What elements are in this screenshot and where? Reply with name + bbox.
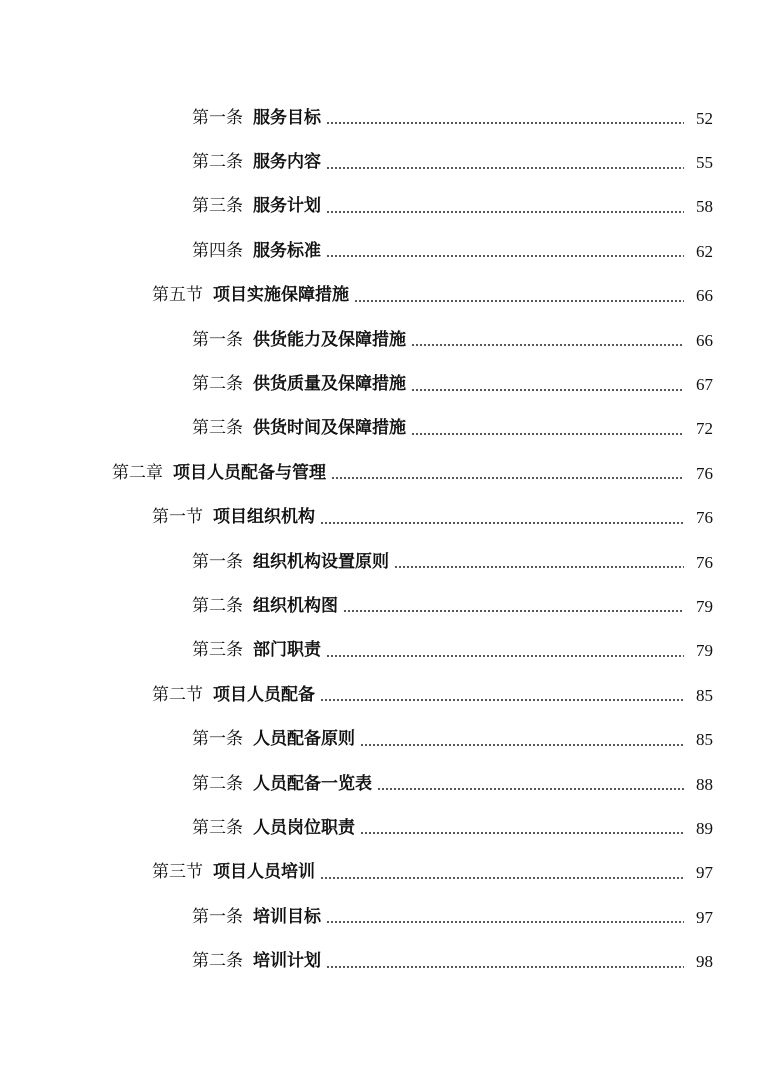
- toc-entry[interactable]: [0, 140, 761, 184]
- toc-entry-page-number: 76: [696, 552, 713, 572]
- toc-entry-number: 第二章: [112, 462, 163, 483]
- toc-dot-leader: [377, 788, 684, 790]
- toc-entry-number: 第一节: [152, 507, 203, 528]
- toc-entry-title: 培训目标: [253, 906, 321, 927]
- toc-entry-number: 第三条: [192, 196, 243, 217]
- toc-dot-leader: [343, 610, 684, 612]
- toc-dot-leader: [360, 832, 684, 834]
- toc-entry-page-number: 62: [696, 241, 713, 261]
- toc-entry-title: 项目人员配备与管理: [173, 462, 326, 483]
- toc-entry-page-number: 85: [696, 685, 713, 705]
- toc-entry-title: 培训计划: [253, 951, 321, 972]
- toc-dot-leader: [411, 433, 684, 435]
- toc-entry-number: 第三节: [152, 862, 203, 883]
- toc-dot-leader: [326, 255, 684, 257]
- toc-entry-number: 第一条: [192, 906, 243, 927]
- toc-entry-number: 第二条: [192, 951, 243, 972]
- toc-dot-leader: [354, 300, 684, 302]
- toc-entry-page-number: 58: [696, 197, 713, 217]
- toc-entry[interactable]: [0, 274, 761, 318]
- toc-entry-title: 人员配备原则: [253, 729, 355, 750]
- toc-entry-number: 第四条: [192, 240, 243, 261]
- toc-entry-page-number: 66: [696, 286, 713, 306]
- toc-dot-leader: [411, 389, 684, 391]
- toc-dot-leader: [360, 744, 684, 746]
- toc-dot-leader: [326, 655, 684, 657]
- toc-entry-number: 第三条: [192, 418, 243, 439]
- toc-entry-title: 组织机构设置原则: [253, 551, 389, 572]
- toc-entry-number: 第二节: [152, 684, 203, 705]
- toc-dot-leader: [394, 566, 684, 568]
- table-of-contents: [0, 96, 761, 984]
- toc-entry-title: 供货能力及保障措施: [253, 329, 406, 350]
- toc-entry-title: 项目人员配备: [213, 684, 315, 705]
- toc-entry[interactable]: [0, 229, 761, 273]
- toc-entry[interactable]: [0, 673, 761, 717]
- toc-entry-number: 第一条: [192, 729, 243, 750]
- toc-entry-page-number: 76: [696, 508, 713, 528]
- toc-entry-title: 供货质量及保障措施: [253, 374, 406, 395]
- toc-entry[interactable]: [0, 851, 761, 895]
- toc-entry-page-number: 97: [696, 907, 713, 927]
- toc-entry-number: 第二条: [192, 152, 243, 173]
- toc-dot-leader: [320, 522, 684, 524]
- toc-entry-title: 服务标准: [253, 240, 321, 261]
- toc-entry[interactable]: [0, 629, 761, 673]
- toc-entry[interactable]: [0, 939, 761, 983]
- toc-entry-title: 项目人员培训: [213, 862, 315, 883]
- toc-entry-title: 服务计划: [253, 196, 321, 217]
- toc-entry[interactable]: [0, 717, 761, 761]
- toc-entry-number: 第一条: [192, 551, 243, 572]
- toc-dot-leader: [326, 211, 684, 213]
- toc-entry-page-number: 52: [696, 108, 713, 128]
- toc-entry-number: 第一条: [192, 107, 243, 128]
- toc-entry-page-number: 88: [696, 774, 713, 794]
- toc-dot-leader: [411, 344, 684, 346]
- toc-entry[interactable]: [0, 318, 761, 362]
- toc-entry-number: 第二条: [192, 374, 243, 395]
- toc-entry-page-number: 55: [696, 153, 713, 173]
- toc-entry[interactable]: [0, 96, 761, 140]
- toc-entry[interactable]: [0, 762, 761, 806]
- toc-entry[interactable]: [0, 496, 761, 540]
- toc-entry-number: 第三条: [192, 640, 243, 661]
- toc-entry[interactable]: [0, 451, 761, 495]
- toc-entry[interactable]: [0, 362, 761, 406]
- toc-entry-title: 服务内容: [253, 152, 321, 173]
- toc-entry[interactable]: [0, 407, 761, 451]
- toc-dot-leader: [331, 477, 684, 479]
- toc-entry-title: 组织机构图: [253, 595, 338, 616]
- toc-entry-page-number: 89: [696, 818, 713, 838]
- toc-entry-page-number: 76: [696, 463, 713, 483]
- toc-entry-number: 第三条: [192, 817, 243, 838]
- toc-entry-number: 第五节: [152, 285, 203, 306]
- toc-dot-leader: [320, 877, 684, 879]
- toc-entry-title: 部门职责: [253, 640, 321, 661]
- toc-entry-title: 项目实施保障措施: [213, 285, 349, 306]
- toc-dot-leader: [326, 966, 684, 968]
- toc-entry-page-number: 79: [696, 596, 713, 616]
- toc-entry-page-number: 98: [696, 952, 713, 972]
- toc-dot-leader: [326, 167, 684, 169]
- toc-entry-page-number: 66: [696, 330, 713, 350]
- toc-entry-page-number: 79: [696, 641, 713, 661]
- toc-entry[interactable]: [0, 806, 761, 850]
- toc-entry-page-number: 67: [696, 375, 713, 395]
- toc-dot-leader: [326, 921, 684, 923]
- toc-entry-page-number: 72: [696, 419, 713, 439]
- toc-entry-number: 第一条: [192, 329, 243, 350]
- toc-entry-title: 人员配备一览表: [253, 773, 372, 794]
- toc-entry-title: 项目组织机构: [213, 507, 315, 528]
- toc-entry-title: 人员岗位职责: [253, 817, 355, 838]
- toc-entry[interactable]: [0, 895, 761, 939]
- toc-dot-leader: [326, 122, 684, 124]
- toc-entry[interactable]: [0, 185, 761, 229]
- toc-entry-page-number: 97: [696, 863, 713, 883]
- toc-entry-number: 第二条: [192, 773, 243, 794]
- toc-dot-leader: [320, 699, 684, 701]
- toc-entry-number: 第二条: [192, 595, 243, 616]
- toc-entry-page-number: 85: [696, 730, 713, 750]
- toc-entry-title: 服务目标: [253, 107, 321, 128]
- toc-entry[interactable]: [0, 584, 761, 628]
- toc-entry[interactable]: [0, 540, 761, 584]
- toc-entry-title: 供货时间及保障措施: [253, 418, 406, 439]
